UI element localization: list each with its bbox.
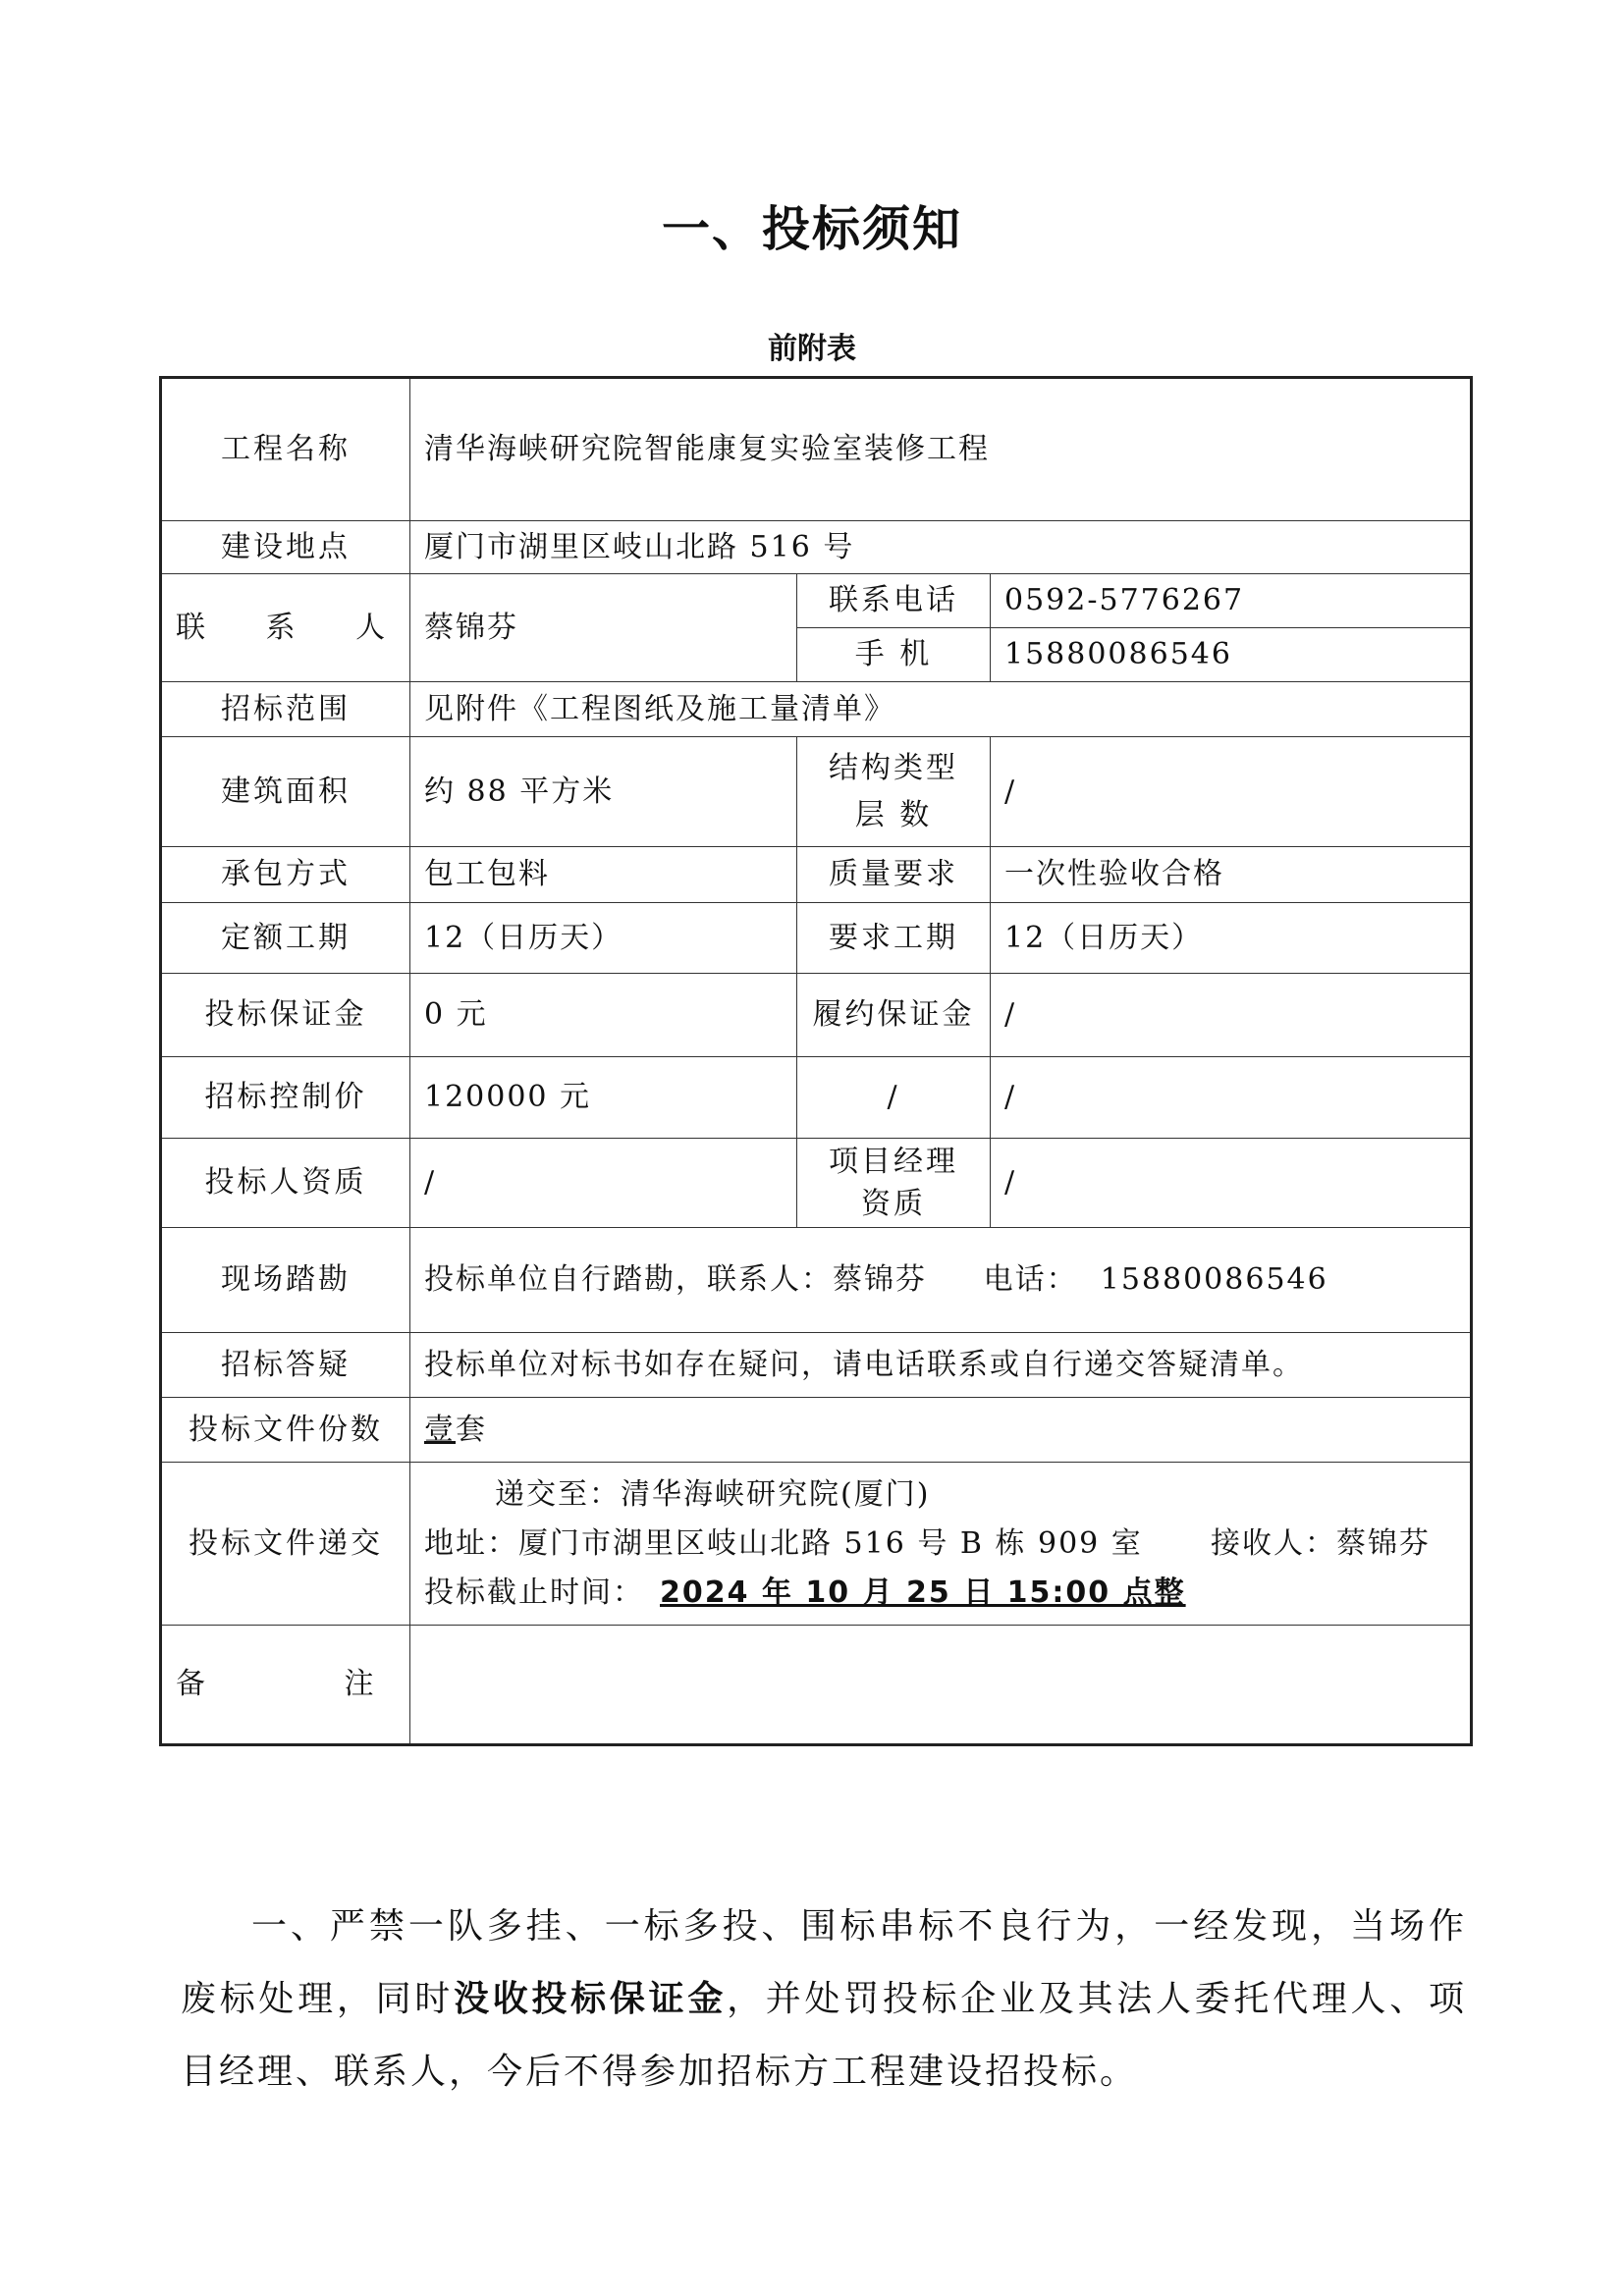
- period-value: 12（日历天）: [410, 903, 797, 974]
- table-row: [161, 682, 1472, 737]
- notice-text-part1: 一、严禁一队多挂、一标多投、围标串标不良行为，一经发现，当场作废标处理，同时: [181, 1906, 1467, 2019]
- control-price-label: 招标控制价: [161, 1057, 410, 1139]
- control-price-middle-value: /: [991, 1057, 1472, 1139]
- table-row: [161, 1057, 1472, 1139]
- quality-value: 一次性验收合格: [991, 847, 1472, 903]
- remarks-label: 备 注: [161, 1626, 410, 1745]
- structure-value: /: [991, 737, 1472, 847]
- performance-bond-value: /: [991, 974, 1472, 1057]
- notice-text-part2: ，并处罚投标企业及其法人委托代理人、项目经理、联系人，今后不得参加招标方工程建设招投标。: [181, 1979, 1467, 2092]
- table-row: [161, 974, 1472, 1057]
- site-visit-label: 现场踏勘: [161, 1228, 410, 1333]
- scope-label: 招标范围: [161, 682, 410, 737]
- table-caption: 前附表: [768, 332, 856, 366]
- submission-label: 投标文件递交: [161, 1463, 410, 1626]
- pm-qualification-value: /: [991, 1139, 1472, 1228]
- period-label: 定额工期: [161, 903, 410, 974]
- submission-value: [410, 1463, 1472, 1626]
- qa-label: 招标答疑: [161, 1333, 410, 1398]
- table-row: [161, 574, 1472, 628]
- pm-qualification-label: [797, 1139, 991, 1228]
- submission-line2: 地址：厦门市湖里区岐山北路 516 号 B 栋 909 室 接收人：蔡锦芬: [424, 1525, 1432, 1561]
- table-row: [161, 1139, 1472, 1228]
- contact-value: 蔡锦芬: [410, 574, 797, 682]
- copies-value: [410, 1398, 1472, 1463]
- site-visit-value: 投标单位自行踏勘，联系人：蔡锦芬 电话： 15880086546: [410, 1228, 1472, 1333]
- quality-label: 质量要求: [797, 847, 991, 903]
- bid-info-table: [159, 376, 1473, 1746]
- project-name-value: 清华海峡研究院智能康复实验室装修工程: [410, 378, 1472, 521]
- contact-label: 联 系 人: [161, 574, 410, 682]
- notice-paragraph: [181, 1891, 1467, 2109]
- pm-label-line2: 资质: [861, 1187, 926, 1221]
- submission-deadline: [424, 1569, 1456, 1618]
- copies-count: 壹: [424, 1412, 456, 1447]
- table-row: [161, 1398, 1472, 1463]
- copies-unit: 套: [456, 1412, 487, 1447]
- table-row: [161, 521, 1472, 574]
- deadline-value: 2024 年 10 月 25 日 15:00 点整: [660, 1575, 1186, 1610]
- required-period-value: 12（日历天）: [991, 903, 1472, 974]
- contract-label: 承包方式: [161, 847, 410, 903]
- notice-bold-phrase: 没收投标保证金: [454, 1979, 728, 2019]
- control-price-value: 120000 元: [410, 1057, 797, 1139]
- deadline-label: 投标截止时间：: [424, 1575, 644, 1610]
- table-row: [161, 1333, 1472, 1398]
- required-period-label: 要求工期: [797, 903, 991, 974]
- structure-label: [797, 737, 991, 847]
- phone-value: 0592-5776267: [991, 574, 1472, 628]
- mobile-value: 15880086546: [991, 628, 1472, 682]
- structure-label-line1: 结构类型: [829, 751, 958, 785]
- qualification-value: /: [410, 1139, 797, 1228]
- table-row: [161, 903, 1472, 974]
- pm-label-line1: 项目经理: [829, 1144, 958, 1179]
- bid-bond-label: 投标保证金: [161, 974, 410, 1057]
- page-title: 一、投标须知: [661, 201, 962, 257]
- table-row: [161, 378, 1472, 521]
- table-row: [161, 847, 1472, 903]
- scope-value: 见附件《工程图纸及施工量清单》: [410, 682, 1472, 737]
- performance-bond-label: 履约保证金: [797, 974, 991, 1057]
- location-value: 厦门市湖里区岐山北路 516 号: [410, 521, 1472, 574]
- area-label: 建筑面积: [161, 737, 410, 847]
- copies-label: 投标文件份数: [161, 1398, 410, 1463]
- phone-label: 联系电话: [797, 574, 991, 628]
- location-label: 建设地点: [161, 521, 410, 574]
- table-row: [161, 1626, 1472, 1745]
- qa-value: 投标单位对标书如存在疑问，请电话联系或自行递交答疑清单。: [410, 1333, 1472, 1398]
- table-row: [161, 1463, 1472, 1626]
- table-row: [161, 737, 1472, 847]
- table-row: [161, 1228, 1472, 1333]
- project-name-label: 工程名称: [161, 378, 410, 521]
- mobile-label: 手 机: [797, 628, 991, 682]
- submission-line1: 递交至：清华海峡研究院(厦门): [495, 1476, 931, 1512]
- control-price-middle-label: /: [797, 1057, 991, 1139]
- qualification-label: 投标人资质: [161, 1139, 410, 1228]
- remarks-value: [410, 1626, 1472, 1745]
- structure-label-line2: 层 数: [854, 797, 933, 832]
- area-value: 约 88 平方米: [410, 737, 797, 847]
- contract-value: 包工包料: [410, 847, 797, 903]
- bid-bond-value: 0 元: [410, 974, 797, 1057]
